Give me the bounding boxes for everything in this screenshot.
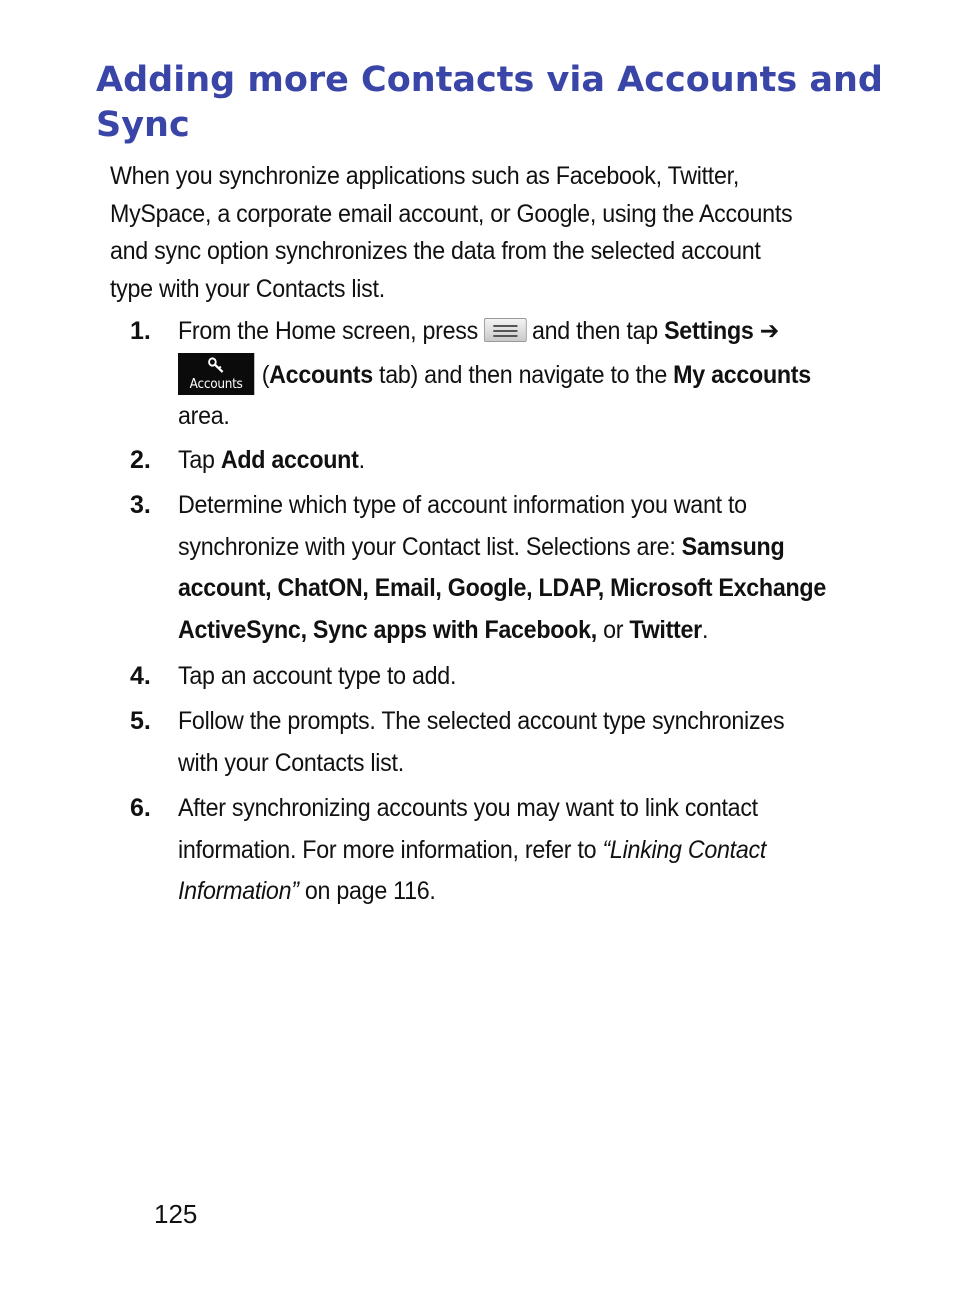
- intro-line-1: When you synchronize applications such as Facebook, Twitter,: [110, 162, 740, 190]
- accounts-tab-label: Accounts: [189, 376, 243, 392]
- step-text: .: [358, 446, 365, 474]
- step-body: [178, 311, 866, 438]
- option-twitter: Twitter: [629, 615, 702, 644]
- page-title: Adding more Contacts via Accounts and Sync: [96, 60, 883, 145]
- key-icon: [208, 357, 225, 373]
- options-list: ActiveSync, Sync apps with Facebook,: [178, 615, 597, 644]
- page-number: 125: [154, 1199, 198, 1229]
- cross-reference-link[interactable]: Information”: [178, 877, 299, 905]
- step-text: (: [261, 360, 270, 389]
- step-body: [178, 701, 866, 784]
- step-body: [178, 485, 866, 651]
- step-number: 4.: [130, 662, 151, 690]
- cross-reference-link[interactable]: “Linking Contact: [602, 835, 767, 864]
- step-text: and then tap: [531, 317, 658, 345]
- arrow-icon: ➔: [759, 317, 779, 345]
- intro-paragraph: [110, 158, 835, 308]
- accounts-tab-icon: [178, 353, 254, 395]
- step-text: tab) and then navigate to the: [372, 360, 674, 389]
- step-number: 2.: [130, 446, 151, 474]
- step-text: Determine which type of account information you want to: [178, 491, 747, 519]
- options-list: account, ChatON, Email, Google, LDAP, Microsoft Exchange: [178, 574, 826, 602]
- step-number: 1.: [130, 317, 151, 345]
- step-text: From the Home screen, press: [178, 317, 478, 345]
- step-text: Tap: [178, 446, 221, 474]
- step-body: [178, 788, 866, 913]
- step-text: or: [596, 615, 630, 644]
- accounts-label: Accounts: [269, 360, 373, 389]
- settings-label: Settings: [664, 317, 754, 345]
- add-account-label: Add account: [220, 446, 359, 474]
- step-text: information. For more information, refer to: [178, 835, 603, 864]
- step-number: 6.: [130, 794, 151, 822]
- step-body: Tap an account type to add.: [178, 662, 457, 690]
- step-number: 5.: [130, 707, 151, 735]
- my-accounts-label: My accounts: [673, 360, 811, 389]
- menu-key-icon: [484, 318, 527, 342]
- intro-line-3: and sync option synchronizes the data from the selected account: [110, 237, 761, 265]
- step-text: Follow the prompts. The selected account type synchronizes: [178, 707, 785, 735]
- intro-line-2: MySpace, a corporate email account, or Google, using the Accounts: [110, 199, 793, 228]
- step-text: with your Contacts list.: [178, 748, 404, 777]
- step-text: on page 116.: [298, 877, 436, 905]
- step-body: [178, 440, 866, 482]
- step-text: area.: [178, 402, 230, 430]
- option-samsung: Samsung: [681, 532, 785, 561]
- intro-line-4: type with your Contacts list.: [110, 274, 385, 303]
- step-text: After synchronizing accounts you may want to link contact: [178, 794, 758, 822]
- step-text: synchronize with your Contact list. Selections are:: [178, 532, 682, 561]
- step-text: .: [701, 615, 709, 644]
- step-number: 3.: [130, 491, 151, 519]
